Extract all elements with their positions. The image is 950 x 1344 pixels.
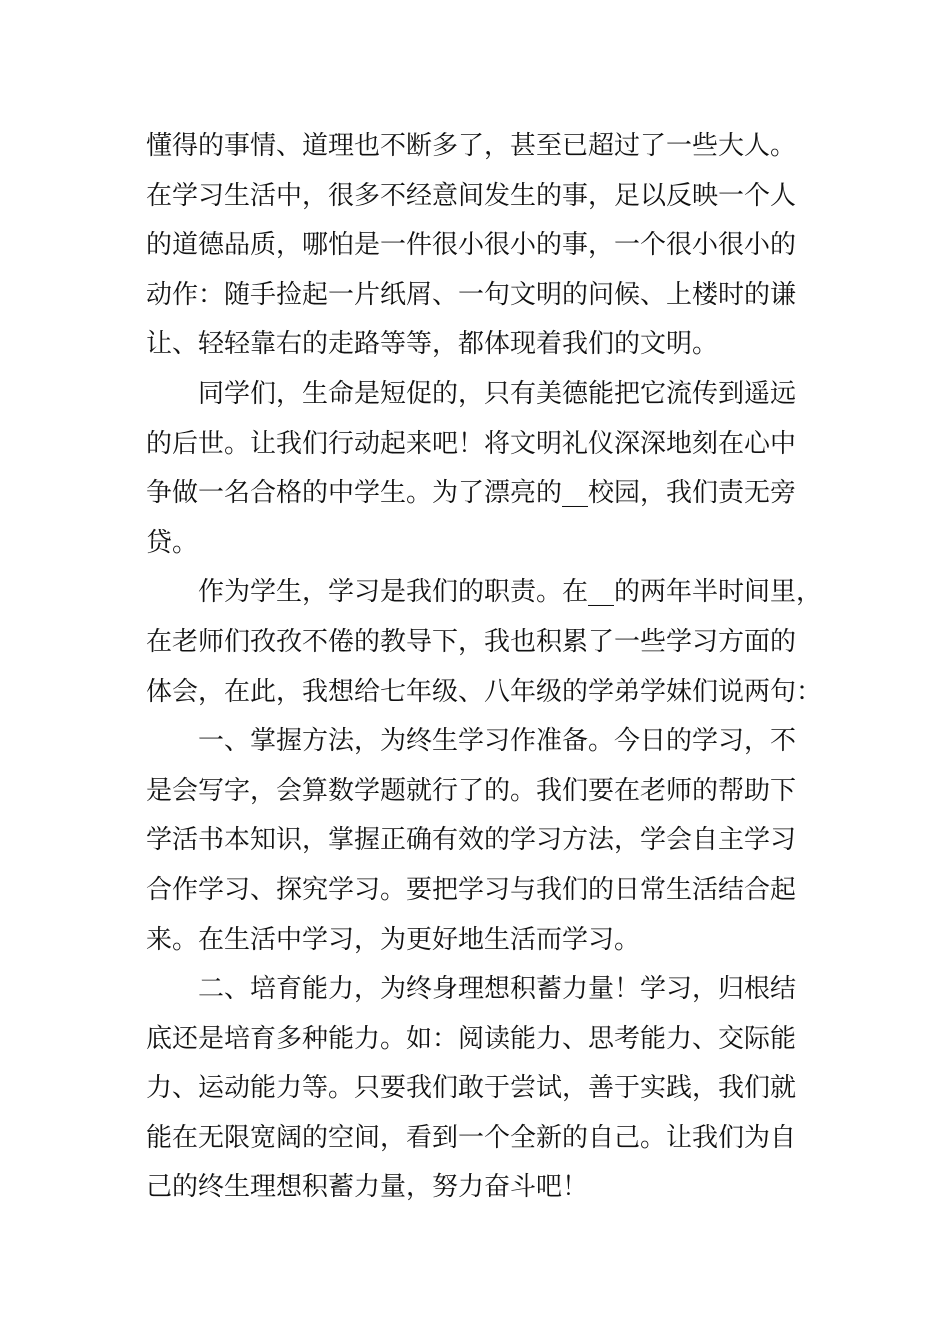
text-line: 来。在生活中学习，为更好地生活而学习。 (146, 924, 641, 955)
text-line: 力、运动能力等。只要我们敢于尝试，善于实践，我们就 (146, 1073, 797, 1104)
text-line: 是会写字，会算数学题就行了的。我们要在老师的帮助下 (146, 775, 797, 806)
text-line: 同学们，生命是短促的，只有美德能把它流传到遥远 (198, 378, 797, 409)
text-line: 在学习生活中，很多不经意间发生的事，足以反映一个人 (146, 180, 797, 211)
text-line: 一、掌握方法，为终生学习作准备。今日的学习，不 (198, 726, 797, 757)
text-line: 在老师们孜孜不倦的教导下，我也积累了一些学习方面的 (146, 626, 797, 657)
paragraph-3 (146, 568, 823, 717)
paragraph-2 (146, 370, 814, 568)
text-line: 让、轻轻靠右的走路等等，都体现着我们的文明。 (146, 329, 719, 360)
paragraph-5 (146, 965, 814, 1213)
text-line: 动作：随手捡起一片纸屑、一句文明的问候、上楼时的谦 (146, 279, 797, 310)
text-line: 的道德品质，哪怕是一件很小很小的事，一个很小很小的 (146, 230, 797, 261)
text-line: 二、培育能力，为终身理想积蓄力量！学习，归根结 (198, 974, 797, 1005)
text-line: 贷。 (146, 527, 199, 558)
text-line: 作为学生，学习是我们的职责。在__的两年半时间里， (198, 577, 823, 608)
text-line: 合作学习、探究学习。要把学习与我们的日常生活结合起 (146, 874, 797, 905)
text-line: 懂得的事情、道理也不断多了，甚至已超过了一些大人。 (146, 131, 797, 161)
text-line: 能在无限宽阔的空间，看到一个全新的自己。让我们为自 (146, 1122, 797, 1153)
paragraph-1 (146, 122, 814, 370)
paragraph-4 (146, 717, 814, 965)
text-line: 争做一名合格的中学生。为了漂亮的__校园，我们责无旁 (146, 478, 797, 509)
text-line: 体会，在此，我想给七年级、八年级的学弟学妹们说两句： (146, 676, 823, 707)
text-line: 己的终生理想积蓄力量，努力奋斗吧！ (146, 1172, 589, 1203)
text-line: 底还是培育多种能力。如：阅读能力、思考能力、交际能 (146, 1023, 797, 1054)
text-line: 学活书本知识，掌握正确有效的学习方法，学会自主学习 (146, 825, 797, 856)
text-line: 的后世。让我们行动起来吧！将文明礼仪深深地刻在心中 (146, 428, 797, 459)
document-body (146, 122, 823, 1213)
